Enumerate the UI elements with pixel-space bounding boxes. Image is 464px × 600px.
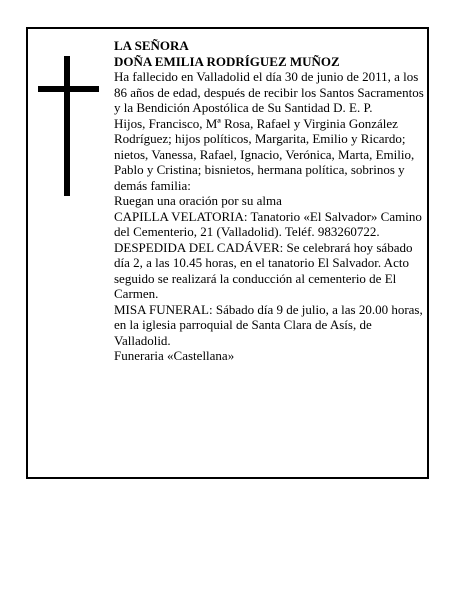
obituary-text: [114, 38, 426, 364]
mass-info: MISA FUNERAL: Sábado día 9 de julio, a las 20.00 horas, en la iglesia parroquial de Santa Clara de Asís, de Valladolid.: [114, 301, 423, 348]
cross-horizontal-bar: [38, 86, 99, 92]
prayer-request: Ruegan una oración por su alma: [114, 193, 282, 208]
deceased-name: DOÑA EMILIA RODRÍGUEZ MUÑOZ: [114, 53, 340, 69]
family-list: Hijos, Francisco, Mª Rosa, Rafael y Virginia González Rodríguez; hijos políticos, Margarita, Emilio y Ricardo; nietos, Vanessa, Rafael, Ignacio, Verónica, Marta, Emilio, Pablo y Cristina; bisnietos, hermana política, sobrinos y demás familia:: [114, 115, 415, 193]
chapel-info: CAPILLA VELATORIA: Tanatorio «El Salvador» Camino del Cementerio, 21 (Valladolid). Teléf. 983260722.: [114, 208, 422, 239]
heading-title: LA SEÑORA: [114, 38, 189, 53]
cross-vertical-bar: [64, 56, 70, 196]
funeral-home: Funeraria «Castellana»: [114, 348, 235, 363]
farewell-info: DESPEDIDA DEL CADÁVER: Se celebrará hoy sábado día 2, a las 10.45 horas, en el tanatorio El Salvador. Acto seguido se realizará la conducción al cementerio de El Carmen.: [114, 239, 413, 301]
death-announcement: Ha fallecido en Valladolid el día 30 de junio de 2011, a los 86 años de edad, después de recibir los Santos Sacramentos y la Bendición Apostólica de Su Santidad D. E. P.: [114, 69, 424, 115]
